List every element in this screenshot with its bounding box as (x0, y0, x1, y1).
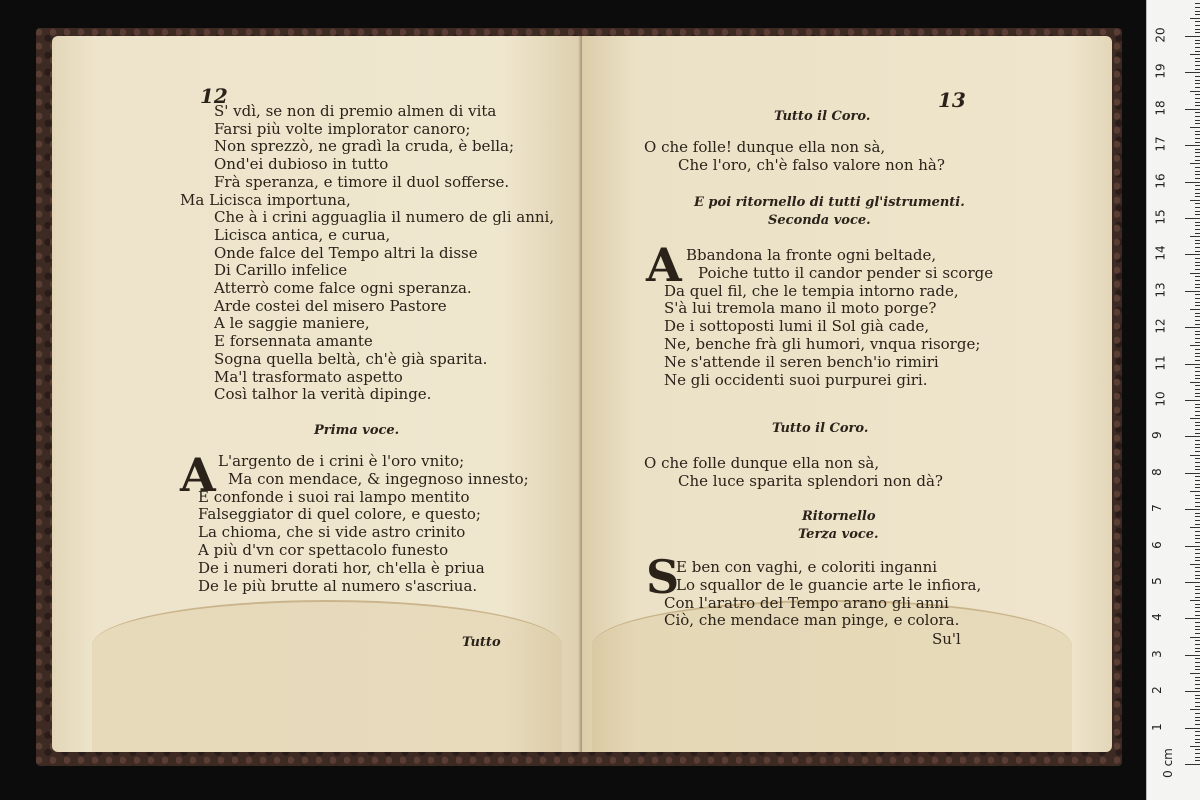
verse-line: Così talhor la verità dipinge. (214, 385, 432, 404)
ruler-tick (1195, 404, 1200, 405)
ruler-tick (1185, 327, 1200, 328)
ruler-tick (1195, 185, 1200, 186)
ruler-tick (1195, 105, 1200, 106)
ruler-tick (1195, 735, 1200, 736)
ruler-tick (1195, 233, 1200, 234)
ruler-tick (1195, 444, 1200, 445)
ruler-tick (1195, 487, 1200, 488)
ruler-tick (1195, 433, 1200, 434)
ruler-tick (1195, 622, 1200, 623)
ruler-tick (1195, 560, 1200, 561)
ruler-tick (1195, 371, 1200, 372)
ruler-tick (1195, 131, 1200, 132)
ruler-tick (1195, 76, 1200, 77)
ruler-tick (1195, 535, 1200, 536)
ruler-tick (1195, 451, 1200, 452)
left-page (52, 36, 582, 752)
ruler-label: 16 (1153, 172, 1168, 189)
verse-line: Ne, benche frà gli humori, vnqua risorge; (664, 335, 981, 353)
page-number: 13 (938, 88, 966, 112)
verse-line: Che l'oro, ch'è falso valore non hà? (678, 156, 945, 174)
ruler-tick (1195, 149, 1200, 150)
ruler-label: 13 (1153, 282, 1168, 298)
verse-line: E confonde i suoi rai lampo mentito (198, 487, 470, 506)
ruler-tick (1195, 476, 1200, 477)
ruler-tick (1195, 713, 1200, 714)
ruler-tick (1195, 25, 1200, 26)
ruler-tick (1195, 502, 1200, 503)
ruler-tick (1195, 193, 1200, 194)
verse-line: De le più brutte al numero s'ascriua. (198, 576, 478, 595)
ruler-tick (1195, 651, 1200, 652)
ruler-tick (1195, 334, 1200, 335)
ruler-tick (1195, 167, 1200, 168)
ruler-tick (1195, 440, 1200, 441)
ruler-tick (1195, 520, 1200, 521)
ruler-label: 9 (1149, 431, 1164, 440)
ruler-tick (1185, 218, 1200, 219)
verse-line: O che folle dunque ella non sà, (644, 454, 880, 472)
ruler-tick (1195, 29, 1200, 30)
ruler-tick (1195, 342, 1200, 343)
verse-line: Da quel fil, che le tempia intorno rade, (664, 281, 959, 300)
ruler-tick (1195, 156, 1200, 157)
ruler-label: 1 (1149, 722, 1164, 731)
ruler-tick (1195, 298, 1200, 299)
ruler-tick (1190, 309, 1200, 310)
ruler-tick (1195, 640, 1200, 641)
verse-line: A le saggie maniere, (214, 314, 370, 333)
ruler-tick (1195, 589, 1200, 590)
ruler-tick (1195, 626, 1200, 627)
ruler-tick (1195, 240, 1200, 241)
ruler-tick (1195, 757, 1200, 758)
ruler-tick (1195, 356, 1200, 357)
ruler-tick (1195, 604, 1200, 605)
verse-line: Farsi più volte implorator canoro; (214, 119, 471, 138)
ruler-label: 18 (1153, 100, 1168, 116)
ruler-tick (1195, 112, 1200, 113)
ruler-tick (1195, 360, 1200, 361)
ruler-label: 11 (1153, 354, 1168, 371)
ruler-tick (1195, 680, 1200, 681)
ruler-tick (1195, 80, 1200, 81)
ruler-tick (1195, 480, 1200, 481)
verse-line: La chioma, che si vide astro crinito (198, 523, 466, 542)
ruler-tick (1185, 764, 1200, 765)
ruler-tick (1185, 254, 1200, 255)
ruler-tick (1195, 578, 1200, 579)
verse-line: Ma'l trasformato aspetto (214, 367, 403, 386)
ruler-tick (1195, 302, 1200, 303)
ruler-tick (1190, 163, 1200, 164)
ruler-tick (1195, 549, 1200, 550)
ruler-tick (1185, 291, 1200, 292)
ruler-tick (1185, 109, 1200, 110)
ruler-tick (1195, 160, 1200, 161)
ruler-label: 6 (1149, 540, 1164, 549)
verse-line: Ciò, che mendace man pinge, e colora. (664, 611, 960, 630)
ruler-tick (1195, 702, 1200, 703)
ruler-tick (1195, 98, 1200, 99)
ruler-tick (1195, 513, 1200, 514)
ruler-tick (1195, 731, 1200, 732)
ruler-label: 0 cm (1160, 748, 1175, 778)
ruler-tick (1195, 276, 1200, 277)
ruler-tick (1195, 506, 1200, 507)
ruler-tick (1195, 688, 1200, 689)
verse-line: De i numeri dorati hor, ch'ella è priua (198, 558, 485, 577)
ruler-tick (1195, 225, 1200, 226)
ruler-label: 8 (1149, 467, 1164, 476)
verse-line: A più d'vn cor spettacolo funesto (198, 541, 449, 559)
ruler-tick (1195, 396, 1200, 397)
ruler-tick (1195, 313, 1200, 314)
ruler-tick (1185, 400, 1200, 401)
ruler-tick (1195, 316, 1200, 317)
drop-cap: S (646, 550, 680, 604)
ruler-tick (1195, 607, 1200, 608)
ruler-tick (1195, 203, 1200, 204)
section-heading: Ritornello (802, 509, 876, 524)
verse-line: Ne s'attende il seren bench'io rimiri (664, 352, 939, 371)
ruler-tick (1195, 11, 1200, 12)
ruler-tick (1195, 32, 1200, 33)
ruler-label: 15 (1153, 209, 1168, 225)
ruler-tick (1195, 462, 1200, 463)
ruler-label: 7 (1149, 504, 1164, 513)
verse-line: S' vdì, se non di premio almen di vita (214, 102, 497, 120)
ruler-tick (1195, 171, 1200, 172)
ruler-tick (1195, 724, 1200, 725)
ruler-tick (1195, 94, 1200, 95)
verse-line: Falseggiator di quel colore, e questo; (198, 505, 481, 524)
ruler-tick (1195, 349, 1200, 350)
ruler-tick (1195, 742, 1200, 743)
section-heading: Terza voce. (798, 527, 879, 542)
ruler-tick (1195, 429, 1200, 430)
ruler-tick (1195, 516, 1200, 517)
ruler-tick (1195, 648, 1200, 649)
ruler-tick (1195, 102, 1200, 103)
ruler-tick (1195, 385, 1200, 386)
ruler-tick (1190, 200, 1200, 201)
verse-line: Ond'ei dubioso in tutto (214, 155, 389, 174)
ruler-tick (1195, 134, 1200, 135)
ruler-label: 14 (1153, 245, 1168, 262)
ruler-tick (1195, 367, 1200, 368)
ruler-tick (1195, 294, 1200, 295)
ruler-tick (1195, 40, 1200, 41)
verse-line: Onde falce del Tempo altri la disse (214, 243, 478, 262)
ruler-tick (1195, 542, 1200, 543)
ruler-tick (1195, 695, 1200, 696)
ruler-tick (1185, 364, 1200, 365)
ruler-tick (1190, 345, 1200, 346)
ruler-tick (1195, 120, 1200, 121)
ruler-tick (1185, 618, 1200, 619)
ruler-tick (1190, 527, 1200, 528)
ruler-tick (1195, 324, 1200, 325)
ruler-tick (1190, 418, 1200, 419)
ruler-tick (1185, 436, 1200, 437)
verse-line: Frà speranza, e timore il duol sofferse. (214, 172, 510, 191)
ruler-tick (1195, 83, 1200, 84)
water-stain (92, 600, 562, 752)
section-heading: Tutto il Coro. (774, 109, 871, 124)
ruler-tick (1195, 65, 1200, 66)
ruler-tick (1195, 389, 1200, 390)
right-page (582, 36, 1112, 752)
ruler-tick (1195, 629, 1200, 630)
ruler-tick (1190, 637, 1200, 638)
ruler-tick (1195, 58, 1200, 59)
verse-line: Non sprezzò, ne gradì la cruda, è bella; (214, 137, 515, 156)
ruler-tick (1195, 353, 1200, 354)
ruler-label: 5 (1149, 577, 1164, 585)
ruler-tick (1195, 152, 1200, 153)
verse-line: Che à i crini agguaglia il numero de gli anni, (214, 208, 555, 227)
verse-line: Con l'aratro del Tempo arano gli anni (664, 593, 949, 612)
ruler-tick (1185, 728, 1200, 729)
verse-line: Che luce sparita splendori non dà? (678, 472, 943, 490)
ruler-tick (1195, 753, 1200, 754)
ruler-tick (1195, 415, 1200, 416)
ruler-tick (1195, 243, 1200, 244)
ruler-tick (1195, 222, 1200, 223)
ruler-tick (1195, 458, 1200, 459)
ruler-tick (1195, 393, 1200, 394)
ruler-tick (1195, 251, 1200, 252)
ruler-tick (1195, 677, 1200, 678)
ruler-tick (1190, 564, 1200, 565)
ruler-tick (1190, 382, 1200, 383)
ruler-tick (1195, 123, 1200, 124)
verse-line: Poiche tutto il candor pender si scorge (698, 263, 994, 282)
ruler-tick (1195, 495, 1200, 496)
verse-line: S'à lui tremola mano il moto porge? (664, 299, 937, 318)
ruler-tick (1190, 236, 1200, 237)
ruler-tick (1190, 18, 1200, 19)
ruler-label: 10 (1153, 391, 1168, 407)
ruler-tick (1195, 706, 1200, 707)
verse-line: Ma con mendace, & ingegnoso innesto; (228, 469, 529, 488)
verse-line: Lo squallor de le guancie arte le infiora, (676, 575, 982, 594)
ruler-tick (1195, 258, 1200, 259)
verse-line: E forsennata amante (214, 332, 373, 351)
ruler-tick (1190, 127, 1200, 128)
section-heading: Prima voce. (314, 423, 400, 438)
ruler-tick (1185, 691, 1200, 692)
ruler-tick (1195, 320, 1200, 321)
ruler-tick (1195, 262, 1200, 263)
ruler-tick (1195, 720, 1200, 721)
ruler-tick (1195, 524, 1200, 525)
measurement-ruler (1146, 0, 1200, 800)
ruler-tick (1195, 142, 1200, 143)
ruler-tick (1195, 586, 1200, 587)
ruler-tick (1195, 669, 1200, 670)
catchword: Su'l (932, 630, 961, 648)
ruler-tick (1195, 47, 1200, 48)
ruler-tick (1195, 331, 1200, 332)
ruler-tick (1195, 265, 1200, 266)
drop-cap: A (180, 448, 216, 502)
ruler-tick (1195, 174, 1200, 175)
ruler-tick (1195, 662, 1200, 663)
ruler-tick (1190, 273, 1200, 274)
ruler-tick (1190, 709, 1200, 710)
ruler-tick (1195, 575, 1200, 576)
verse-line: O che folle! dunque ella non sà, (644, 138, 886, 156)
ruler-tick (1195, 447, 1200, 448)
ruler-tick (1195, 287, 1200, 288)
ruler-tick (1195, 21, 1200, 22)
ruler-tick (1195, 284, 1200, 285)
ruler-tick (1195, 247, 1200, 248)
ruler-tick (1195, 178, 1200, 179)
ruler-tick (1190, 491, 1200, 492)
ruler-tick (1195, 644, 1200, 645)
ruler-tick (1195, 553, 1200, 554)
verse-line: Atterrò come falce ogni speranza. (214, 279, 472, 297)
ruler-tick (1195, 269, 1200, 270)
ruler-tick (1195, 7, 1200, 8)
ruler-tick (1195, 557, 1200, 558)
ruler-label: 19 (1153, 63, 1168, 80)
ruler-tick (1195, 698, 1200, 699)
verse-line: Bbandona la fronte ogni beltade, (686, 246, 937, 264)
ruler-tick (1195, 207, 1200, 208)
ruler-tick (1195, 87, 1200, 88)
ruler-tick (1195, 214, 1200, 215)
ruler-tick (1195, 684, 1200, 685)
verse-line: E ben con vaghi, e coloriti inganni (676, 558, 938, 576)
ruler-tick (1185, 582, 1200, 583)
ruler-tick (1195, 739, 1200, 740)
verse-line: Licisca antica, e curua, (214, 225, 391, 244)
verse-line: Ne gli occidenti suoi purpurei giri. (664, 370, 928, 389)
ruler-tick (1185, 473, 1200, 474)
ruler-tick (1195, 3, 1200, 4)
ruler-tick (1195, 378, 1200, 379)
ruler-tick (1185, 546, 1200, 547)
ruler-label: 20 (1153, 27, 1168, 43)
ruler-tick (1185, 145, 1200, 146)
ruler-tick (1195, 305, 1200, 306)
ruler-tick (1195, 658, 1200, 659)
ruler-tick (1195, 597, 1200, 598)
ruler-tick (1195, 211, 1200, 212)
ruler-tick (1195, 484, 1200, 485)
verse-line: De i sottoposti lumi il Sol già cade, (664, 317, 930, 336)
page-number: 12 (200, 84, 228, 108)
ruler-label: 4 (1149, 613, 1164, 622)
verse-line: Arde costei del misero Pastore (214, 296, 447, 315)
ruler-label: 12 (1153, 318, 1168, 334)
ruler-tick (1195, 189, 1200, 190)
ruler-tick (1195, 611, 1200, 612)
ruler-label: 17 (1153, 136, 1168, 152)
ruler-tick (1195, 567, 1200, 568)
ruler-tick (1190, 673, 1200, 674)
ruler-tick (1195, 538, 1200, 539)
ruler-label: 3 (1149, 649, 1164, 658)
ruler-tick (1195, 571, 1200, 572)
ruler-tick (1195, 116, 1200, 117)
ruler-tick (1195, 531, 1200, 532)
ruler-tick (1195, 375, 1200, 376)
ruler-tick (1195, 43, 1200, 44)
section-heading: E poi ritornello di tutti gl'istrumenti. (694, 195, 965, 210)
verse-line: Ma Licisca importuna, (180, 190, 351, 209)
ruler-tick (1185, 36, 1200, 37)
ruler-tick (1185, 72, 1200, 73)
ruler-tick (1195, 51, 1200, 52)
ruler-tick (1195, 466, 1200, 467)
ruler-tick (1190, 600, 1200, 601)
ruler-tick (1195, 666, 1200, 667)
ruler-tick (1190, 54, 1200, 55)
section-heading: Tutto il Coro. (772, 421, 869, 436)
ruler-tick (1195, 229, 1200, 230)
ruler-tick (1185, 509, 1200, 510)
ruler-tick (1195, 61, 1200, 62)
catchword: Tutto (462, 635, 501, 650)
verse-line: L'argento de i crini è l'oro vnito; (218, 452, 465, 470)
ruler-tick (1195, 69, 1200, 70)
verse-line: Sogna quella beltà, ch'è già sparita. (214, 349, 488, 368)
ruler-tick (1195, 633, 1200, 634)
ruler-tick (1195, 425, 1200, 426)
ruler-tick (1185, 182, 1200, 183)
ruler-tick (1195, 749, 1200, 750)
ruler-tick (1195, 422, 1200, 423)
ruler-label: 2 (1149, 686, 1164, 695)
ruler-tick (1195, 338, 1200, 339)
ruler-tick (1195, 407, 1200, 408)
ruler-tick (1195, 14, 1200, 15)
ruler-tick (1195, 498, 1200, 499)
ruler-tick (1195, 760, 1200, 761)
ruler-tick (1195, 469, 1200, 470)
ruler-tick (1190, 91, 1200, 92)
ruler-tick (1190, 746, 1200, 747)
ruler-tick (1195, 615, 1200, 616)
ruler-tick (1195, 717, 1200, 718)
verse-line: Di Carillo infelice (214, 261, 348, 280)
ruler-tick (1195, 411, 1200, 412)
ruler-tick (1195, 280, 1200, 281)
ruler-tick (1190, 455, 1200, 456)
ruler-tick (1195, 196, 1200, 197)
drop-cap: A (646, 238, 682, 292)
ruler-tick (1185, 655, 1200, 656)
ruler-tick (1195, 138, 1200, 139)
section-heading: Seconda voce. (768, 213, 871, 228)
ruler-tick (1195, 593, 1200, 594)
